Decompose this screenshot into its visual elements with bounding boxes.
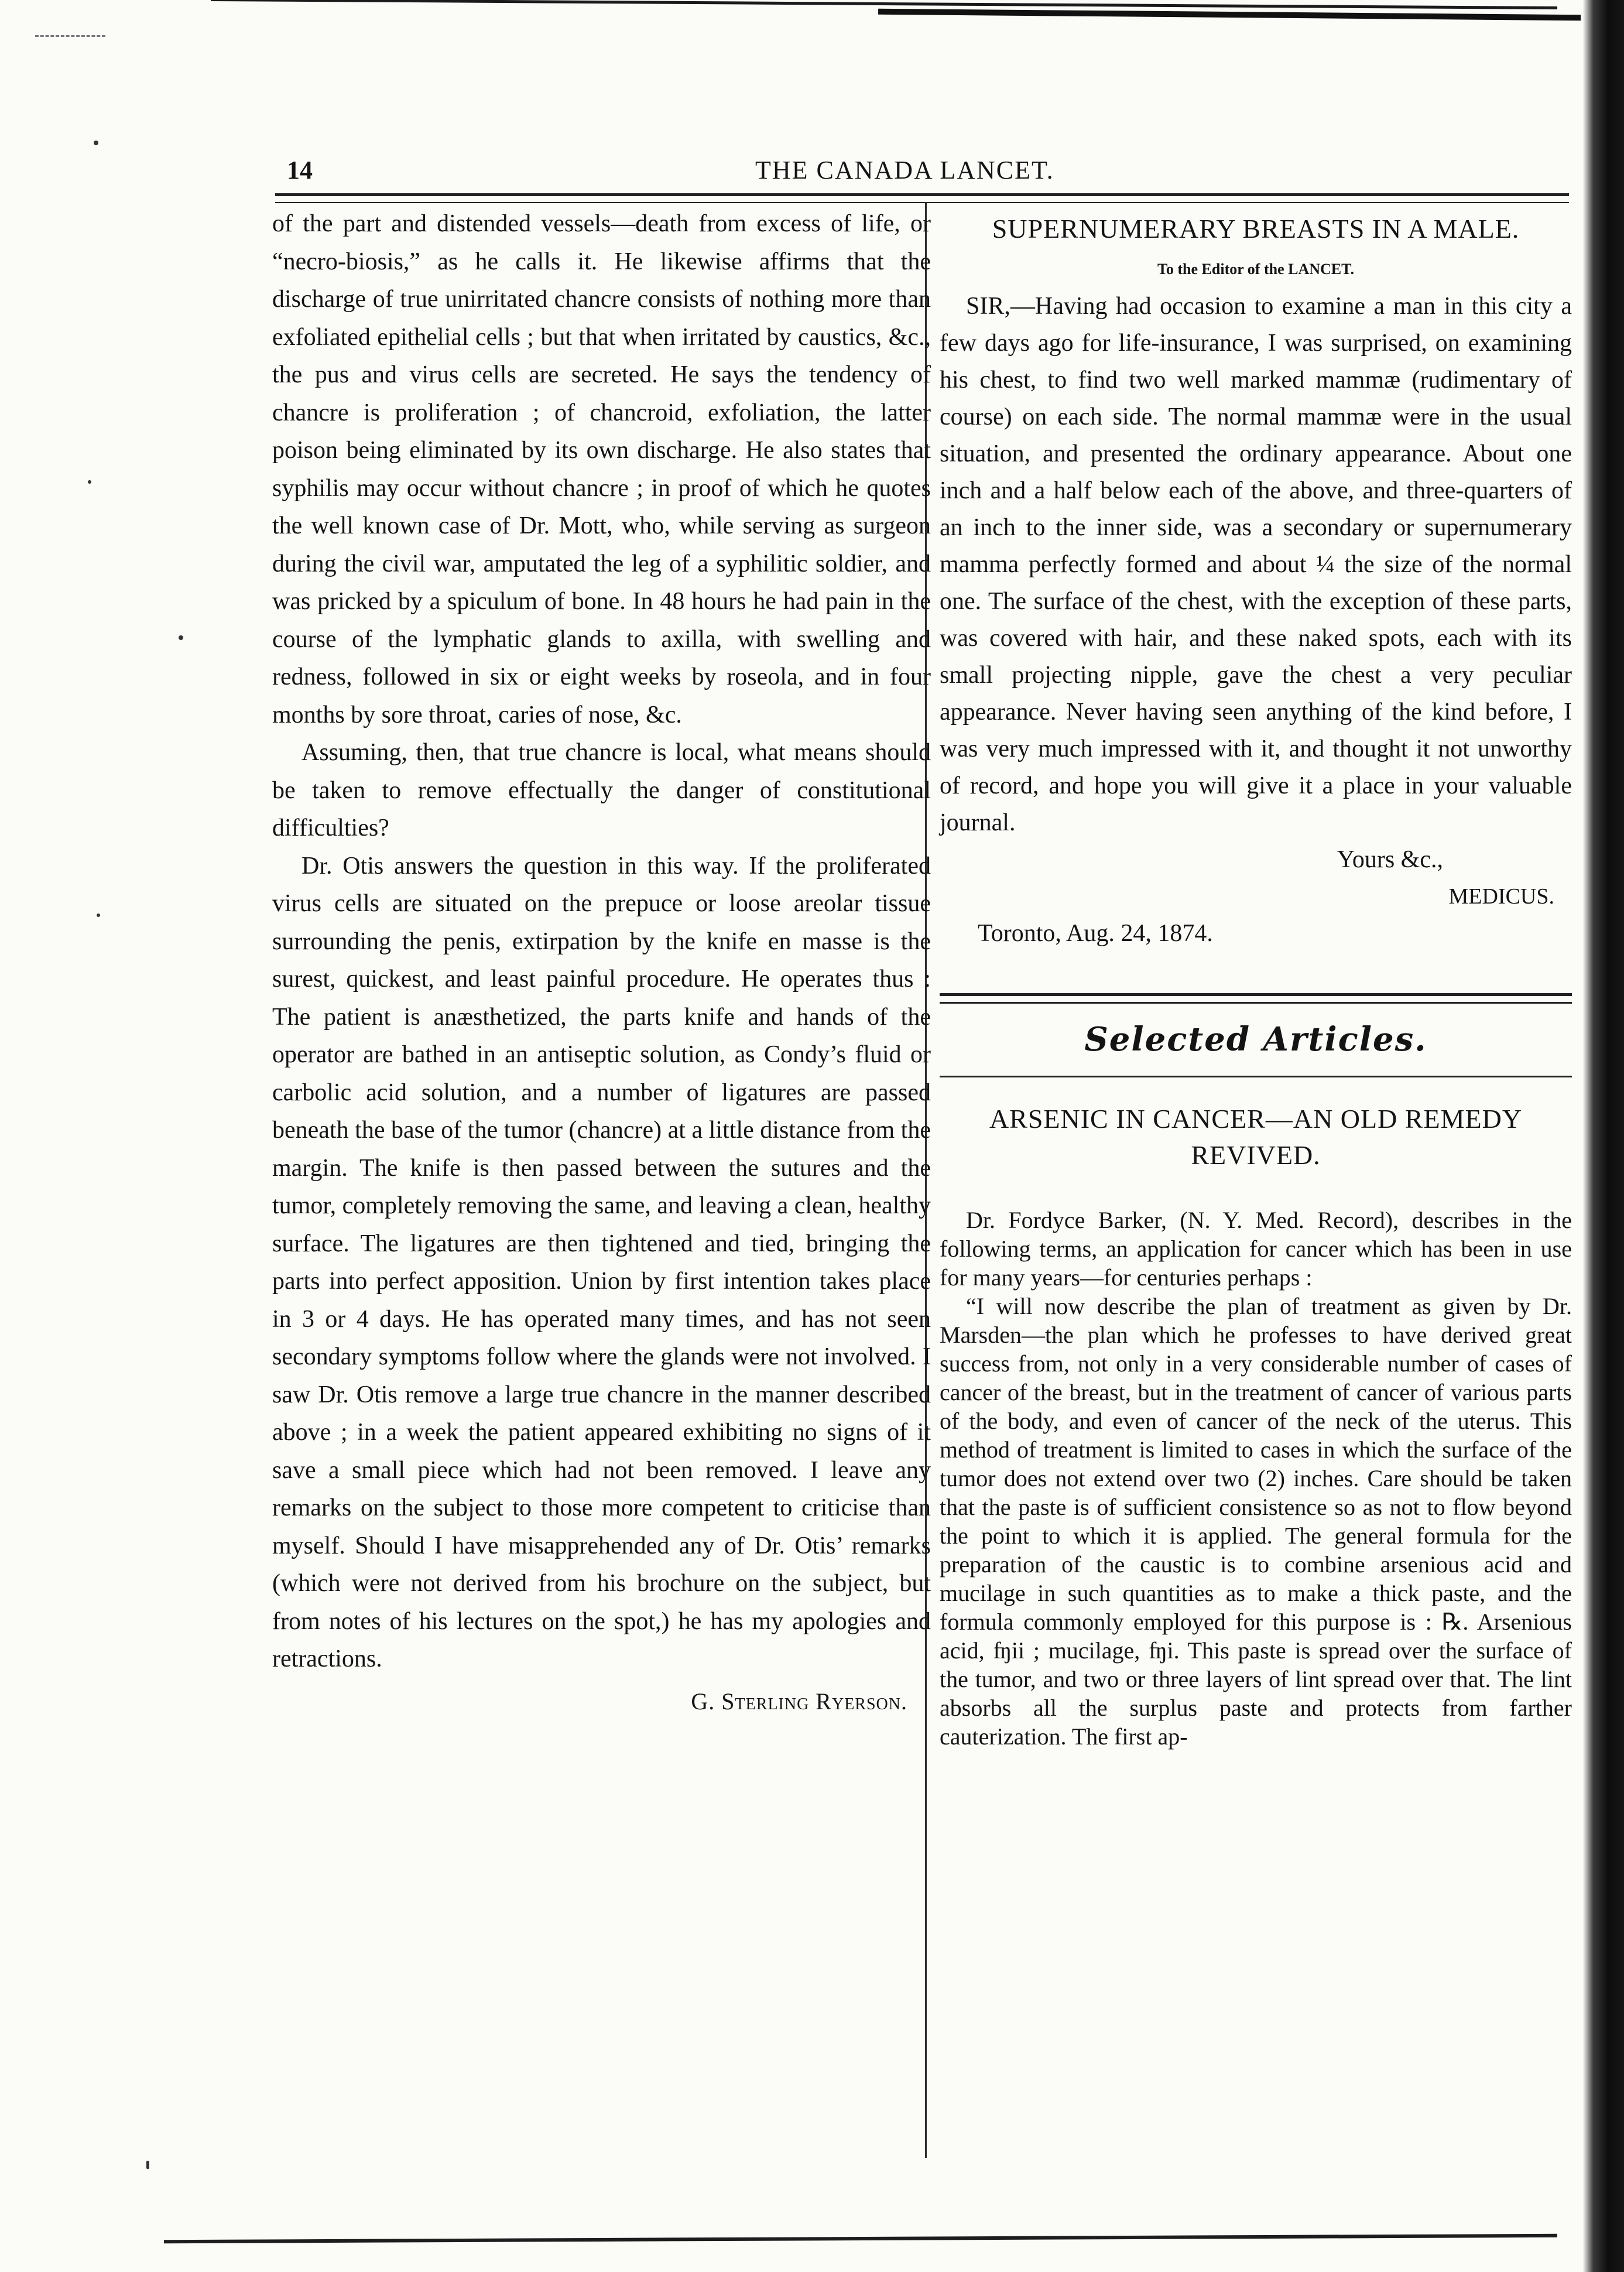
- left-paragraph: of the part and distended vessels—death from excess of life, or “necro-biosis,” as he calls it. He likewise affirms that the discharge of true unirritated chancre consists of nothing more than exfoliated epithelial cells ; but that when irritated by caustics, &c., the pus and virus cells are secreted. He says the tendency of chancre is proliferation ; of chancroid, exfoliation, the latter poison being eliminated by its own discharge. He also states that syphilis may occur without chancre ; in proof of which he quotes the well known case of Dr. Mott, who, while serving as surgeon during the civil war, amputated the leg of a syphilitic soldier, and was pricked by a spiculum of bone. In 48 hours he had pain in the course of the lymphatic glands to axilla, with swelling and redness, followed in six or eight weeks by roseola, and in four months by sore throat, caries of nose, &c.: [272, 210, 931, 728]
- scan-mark: [35, 35, 105, 39]
- article-paragraph: Dr. Fordyce Barker, (N. Y. Med. Record), describes in the following terms, an application for cancer which has been in use for many years—for centuries perhaps :: [940, 1207, 1572, 1291]
- scan-edge-right: [1583, 0, 1624, 2272]
- section-double-rule: [940, 993, 1572, 1004]
- scan-edge-bottom: [164, 2234, 1557, 2250]
- article-paragraph: “I will now describe the plan of treatment as given by Dr. Marsden—the plan which he professes to have derived great success from, not only in a very considerable number of cases of cancer of the breast, but in the treatment of cancer of various parts of the body, and even of cancer of the neck of the uterus. This method of treatment is limited to cases in which the surface of the tumor does not extend over two (2) inches. Care should be taken that the paste is of sufficient consistence so as not to flow beyond the point to which it is applied. The general formula for the preparation of the caustic is to combine arsenious acid and mucilage in such quantities as to make a thick paste, and the formula commonly employed for this purpose is : ℞. Arsenious acid, ʩii ; mucilage, ʩi. This paste is spread over the surface of the tumor, and two or three layers of lint spread over that. The lint absorbs all the surplus paste and protects from farther cauterization. The first ap-: [940, 1293, 1572, 1750]
- running-title: THE CANADA LANCET.: [755, 156, 1054, 184]
- right-column: [940, 211, 1572, 1751]
- left-paragraph: Assuming, then, that true chancre is local, what means should be taken to remove effectually the danger of constitutional difficulties?: [272, 739, 931, 841]
- article-body: [940, 1206, 1572, 1751]
- header-rule: [275, 193, 1569, 203]
- letter-body: SIR,—Having had occasion to examine a man in this city a few days ago for life-insurance, I was surprised, on examining his chest, to find two well marked mammæ (rudimentary of course) on each side. The normal mammæ were in the usual situation, and presented the ordinary appearance. About one inch and a half below each of the above, and three-quarters of an inch to the inner side, was a secondary or supernumerary mamma perfectly formed and about ¼ the size of the normal one. The surface of the chest, with the exception of these parts, was covered with hair, and these naked spots, each with its small projecting nipple, gave the chest a very peculiar appearance. Never having seen anything of the kind before, I was very much impressed with it, and thought it not unworthy of record, and hope you will give it a place in your valuable journal.: [940, 293, 1572, 836]
- letter-closing: Yours &c.,: [1337, 846, 1443, 873]
- page-header: [287, 155, 1575, 190]
- letter-signer: MEDICUS.: [1448, 884, 1554, 909]
- letter-heading: SUPERNUMERARY BREASTS IN A MALE.: [992, 214, 1520, 244]
- article-heading: ARSENIC IN CANCER—AN OLD REMEDY REVIVED.: [989, 1104, 1523, 1170]
- page-number: 14: [287, 156, 313, 184]
- author-signature: G. Sterling Ryerson.: [691, 1688, 907, 1715]
- left-column: [272, 205, 931, 1720]
- section-rule: [940, 1076, 1572, 1077]
- left-paragraph: Dr. Otis answers the question in this way. If the proliferated virus cells are situated on the prepuce or loose areolar tissue surrounding the penis, extirpation by the knife en masse is the surest, quickest, and least painful procedure. He operates thus : The patient is anæsthetized, the parts knife and hands of the operator are bathed in an antiseptic solution, as Condy’s fluid or carbolic acid solution, and a number of ligatures are passed beneath the base of the tumor (chancre) at a little distance from the margin. The knife is then passed between the sutures and the tumor, completely removing the same, and leaving a clean, healthy surface. The ligatures are then tightened and tied, bringing the parts into perfect apposition. Union by first intention takes place in 3 or 4 days. He has operated many times, and has not seen secondary symptoms follow where the glands were not involved. I saw Dr. Otis remove a large true chancre in the manner described above ; in a week the patient appeared exhibiting no signs of it save a small piece which had not been removed. I leave any remarks on the subject to those more competent to criticise than myself. Should I have misapprehended any of Dr. Otis’ remarks (which were not derived from his brochure on the subject, but from notes of his lectures on the spot,) he has my apologies and retractions.: [272, 852, 931, 1672]
- section-title: Selected Articles.: [1084, 1020, 1427, 1059]
- to-editor-line: To the Editor of the LANCET.: [1157, 261, 1355, 278]
- letter-dateline: Toronto, Aug. 24, 1874.: [978, 920, 1213, 947]
